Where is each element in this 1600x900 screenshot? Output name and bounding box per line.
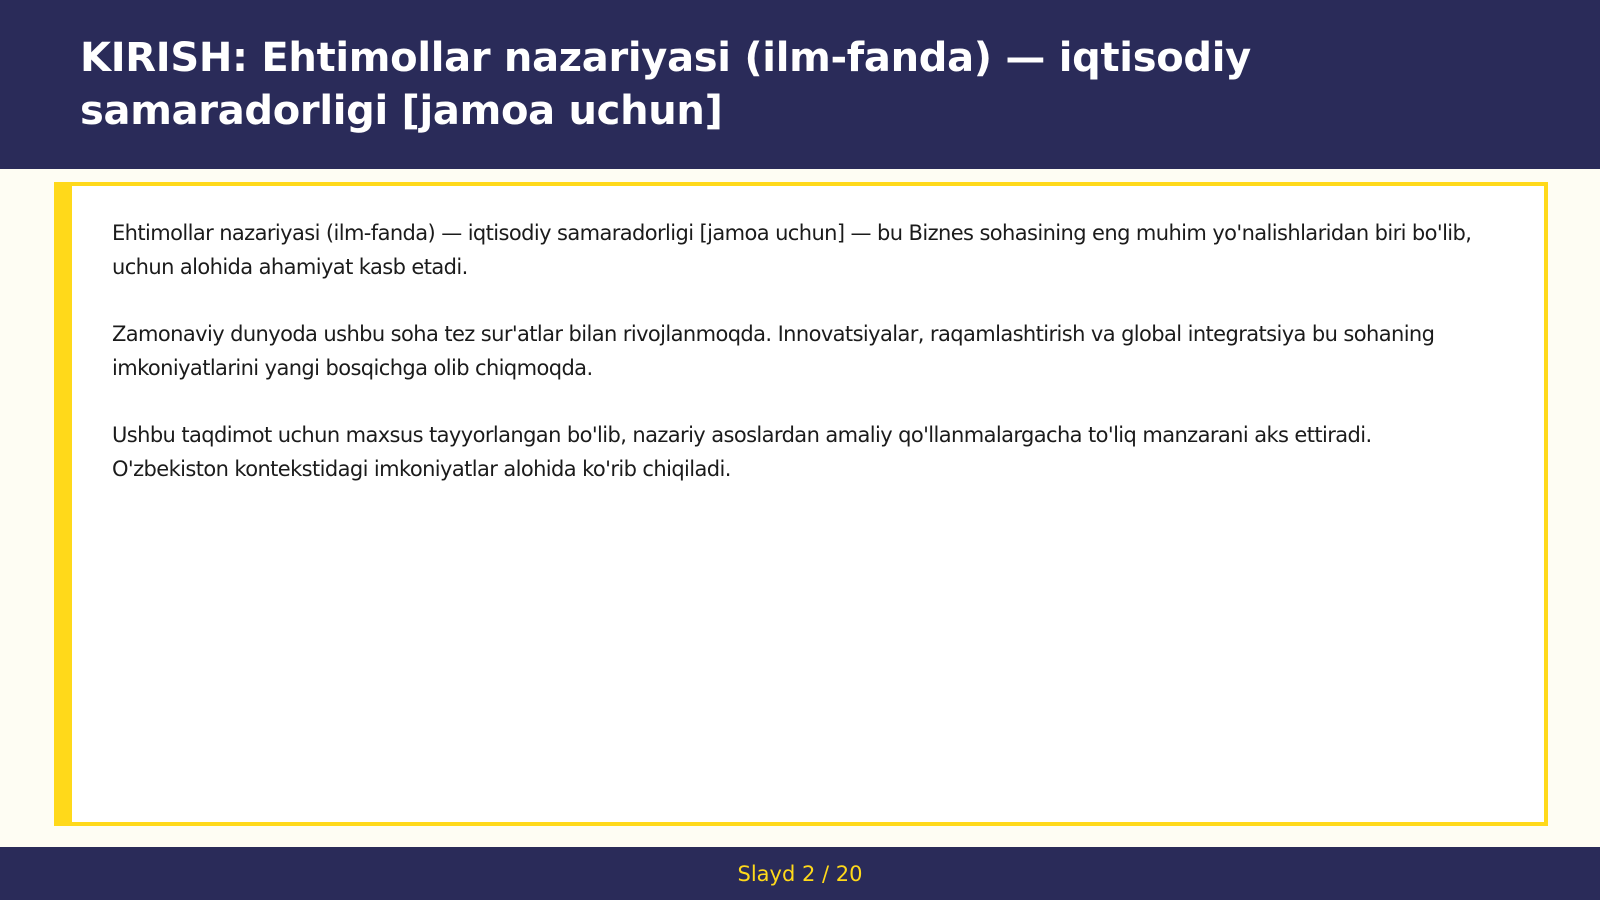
content-paragraph-1: Ehtimollar nazariyasi (ilm-fanda) — iqtisodiy samaradorligi [jamoa uchun] — bu Biznes sohasining eng muhim yo'nalishlaridan biri bo'lib, uchun alohida ahamiyat kasb etadi. bbox=[112, 221, 1472, 279]
slide-header bbox=[0, 0, 1600, 169]
slide-counter: Slayd 2 / 20 bbox=[737, 861, 863, 886]
content-paragraph-3: Ushbu taqdimot uchun maxsus tayyorlangan bo'lib, nazariy asoslardan amaliy qo'llanmalargacha to'liq manzarani aks ettiradi. O'zbekiston kontekstidagi imkoniyatlar alohida ko'rib chiqiladi. bbox=[112, 423, 1372, 481]
content-paragraph-2: Zamonaviy dunyoda ushbu soha tez sur'atlar bilan rivojlanmoqda. Innovatsiyalar, raqamlashtirish va global integratsiya bu sohaning imkoniyatlarini yangi bosqichga olib chiqmoqda. bbox=[112, 322, 1435, 380]
content-box bbox=[54, 182, 1548, 826]
slide-title: KIRISH: Ehtimollar nazariyasi (ilm-fanda) — iqtisodiy samaradorligi [jamoa uchun] bbox=[80, 35, 1251, 134]
slide-footer bbox=[0, 847, 1600, 900]
